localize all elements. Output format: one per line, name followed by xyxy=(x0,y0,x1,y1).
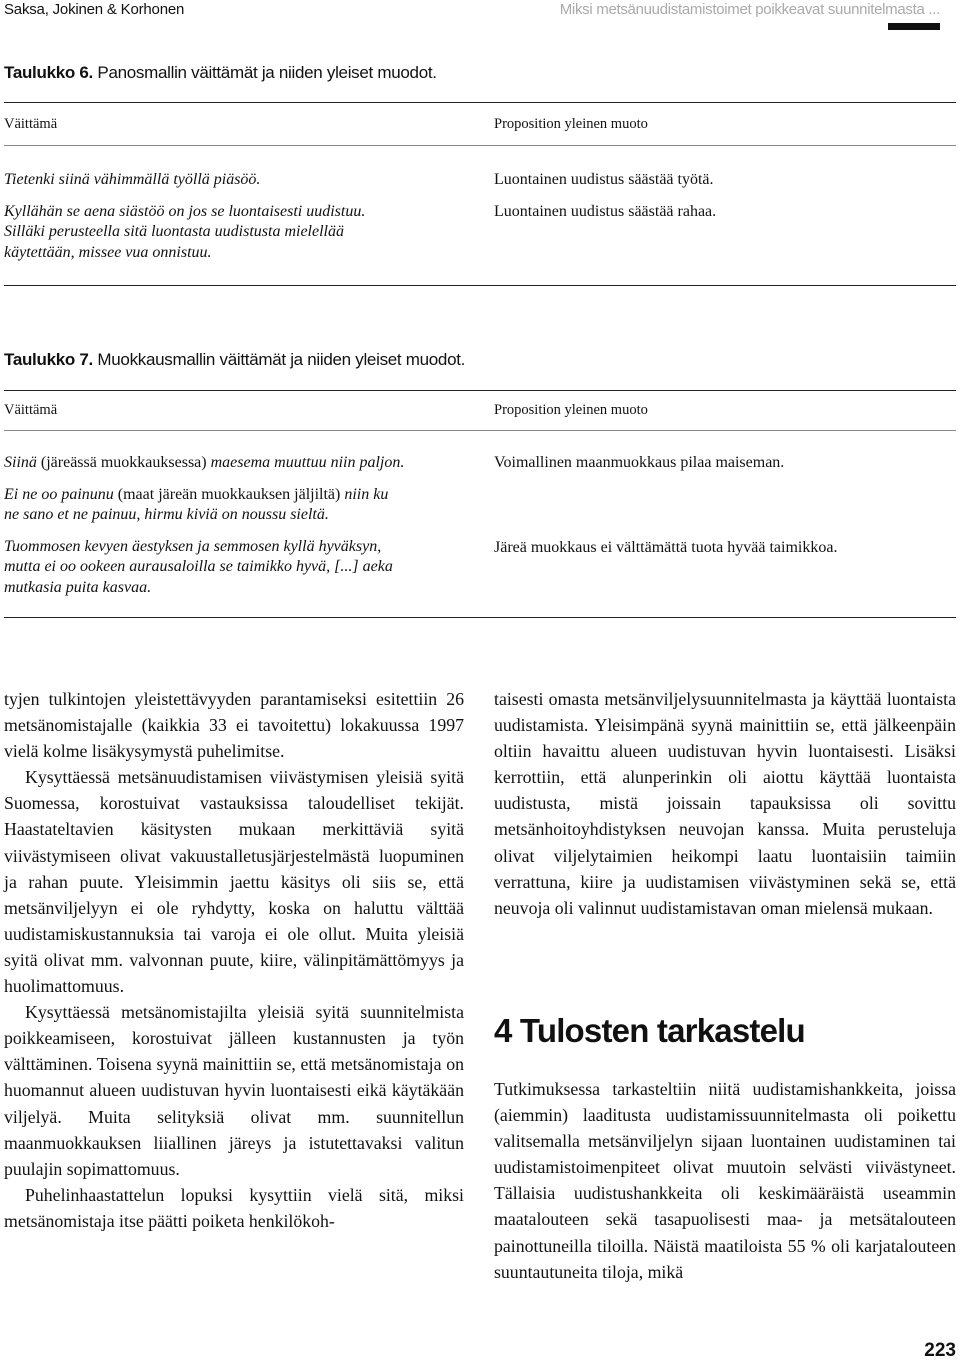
table7-general-1: Voimallinen maanmuokkaus pilaa maiseman. xyxy=(494,454,785,471)
body-left-paragraph-1: tyjen tulkintojen yleistettävyyden parantamiseksi esitettiin 26 metsänomistajalle (kaikkia 33 ei tavoitettu) lokakuussa 1997 vielä kolme lisäkysymystä puhelimitse. xyxy=(4,689,464,762)
table6-claim-2: Kyllähän se aena siästöö on jos se luontaisesti uudistuu. xyxy=(4,202,366,220)
table7-label: Taulukko 7. xyxy=(4,350,93,369)
table6-col-claim: Väittämä xyxy=(4,116,58,132)
table6-caption: Panosmallin väittämät ja niiden yleiset muodot. xyxy=(97,63,437,82)
table6-col-general: Proposition yleinen muoto xyxy=(494,116,648,132)
table7-general-2: Järeä muokkaus ei välttämättä tuota hyvää taimikkoa. xyxy=(494,539,838,556)
table6-top-rule xyxy=(4,102,956,103)
table7-claim-2c: niin ku xyxy=(344,485,389,503)
table6-claims xyxy=(4,170,474,263)
table6-claim-3b: käytettään, missee vua onnistuu. xyxy=(4,243,212,261)
table6-claim-3a: Silläki perusteella sitä luontasta uudistusta mielellää xyxy=(4,223,344,240)
body-right-paragraph-1: taisesti omasta metsänviljelysuunnitelmasta ja käyttää luontaista uudistamista. Yleisimpänä syynä mainittiin se, että jälkeenpäin oltiin havaittu alueen uudistuvan hyvin luontaisesti. Lisäksi kerrottiin, että alunperinkin oli aiottu käyttää luontaista uudistusta, mistä joissain tapauksissa oli sovittu metsänhoitoyhdistyksen neuvojan kanssa. Muita perusteluja olivat viljelytaimien heikompi laatu luontaisiin taimiin verrattuna, kiire ja uudistamisen viivästyminen sekä se, että neuvoja oli valinnut uudistamistavan oman mielensä mukaan. xyxy=(494,689,956,918)
section-heading: 4 Tulosten tarkastelu xyxy=(494,1012,805,1049)
table7-claim-1 xyxy=(4,453,474,474)
table7-col-claim: Väittämä xyxy=(4,402,58,418)
running-header-authors: Saksa, Jokinen & Korhonen xyxy=(4,1,185,18)
table6-bottom-rule xyxy=(4,285,956,286)
page-number: 223 xyxy=(924,1340,956,1361)
body-left-column xyxy=(4,686,464,1234)
table7-bottom-rule xyxy=(4,617,956,618)
table7-claim-2b: (maat järeän muokkauksen jäljiltä) xyxy=(113,485,345,503)
table6-general-2: Luontainen uudistus säästää rahaa. xyxy=(494,202,717,220)
table6-title xyxy=(4,63,437,83)
table7-claim-1a: Siinä xyxy=(4,454,37,471)
table7-claims xyxy=(4,453,474,598)
table6-general-1: Luontainen uudistus säästää työtä. xyxy=(494,171,714,188)
table7-claim-3a: Tuommosen kevyen äestyksen ja semmosen kyllä hyväksyn, xyxy=(4,537,382,555)
table7-claim-2 xyxy=(4,485,474,506)
table7-header-rule xyxy=(4,430,956,431)
running-header-title: Miksi metsänuudistamistoimet poikkeavat suunnitelmasta ... xyxy=(559,1,940,18)
table6-claim-1: Tietenki siinä vähimmällä työllä piäsöö. xyxy=(4,171,261,188)
table7-claim-2d: ne sano et ne painuu, hirmu kiviä on noussu sieltä. xyxy=(4,506,329,523)
table7-col-general: Proposition yleinen muoto xyxy=(494,402,648,418)
body-left-paragraph-2: Kysyttäessä metsänuudistamisen viivästymisen yleisiä syitä Suomessa, korostuivat vastauksissa taloudelliset tekijät. Haastateltavien käsitysten mukaan merkittäviä syitä viivästymiseen olivat vakuustalletusjärjestelmästä luopuminen ja rahan puute. Yleisimmin jaettu käsitys oli siis se, että metsänviljelyyn ei ole ryhdytty, koska on haluttu välttää uudistamiskustannuksia tai varoja ei ole ollut. Muita yleisiä syitä olivat mm. valvonnan puute, kiire, välinpitämättömyys ja huolimattomuus. xyxy=(4,767,464,997)
table6-label: Taulukko 6. xyxy=(4,63,93,82)
body-right-paragraph-2: Tutkimuksessa tarkasteltiin niitä uudistamishankkeita, joissa (aiemmin) laaditusta uudistamissuunnitelmasta oli poikettu valitsemalla metsänviljelyn sijaan luontainen uudistaminen tai uudistamistoimenpiteet olivat muutoin selvästi viivästyneet. Tällaisia uudistushankkeita oli keskimääräistä useammin maatalouteen sekä tasapuolisesti maa- ja metsätalouteen painottuneilla tiloilla. Näistä maatiloista 55 % oli karjatalouteen suuntautuneita tiloja, mikä xyxy=(494,1079,956,1282)
table7-claim-1c: maesema muuttuu niin paljon. xyxy=(210,454,405,471)
table6-header-rule xyxy=(4,145,956,146)
table7-caption: Muokkausmallin väittämät ja niiden yleiset muodot. xyxy=(97,350,466,369)
table7-claim-2a: Ei ne oo painunu xyxy=(4,485,114,503)
table7-title xyxy=(4,350,465,370)
table7-claim-1b: (järeässä muokkauksessa) xyxy=(36,454,211,471)
table7-claim-3b: mutta ei oo ookeen aurausaloilla se taimikko hyvä, [...] aeka xyxy=(4,558,393,575)
table6-general xyxy=(494,170,954,222)
header-bar xyxy=(888,23,940,30)
table7-claim-3c: mutkasia puita kasvaa. xyxy=(4,578,152,596)
body-left-paragraph-3: Kysyttäessä metsänomistajilta yleisiä syitä suunnitelmista poikkeamiseen, korostuivat jälleen kustannusten ja työn välttäminen. Toisena syynä mainittiin se, että metsänomistaja on huomannut alueen uudistuvan hyvin luontaisesti eikä käytäkään viljelyä. Muita selityksiä olivat mm. suunnitellun maanmuokkauksen liiallinen järeys ja istutettavaksi valitun puulajin sopimattomuus. xyxy=(4,1002,464,1179)
table7-top-rule xyxy=(4,390,956,391)
body-left-paragraph-4: Puhelinhaastattelun lopuksi kysyttiin vielä sitä, miksi metsänomistaja itse päätti poiketa henkilökoh- xyxy=(4,1184,464,1231)
